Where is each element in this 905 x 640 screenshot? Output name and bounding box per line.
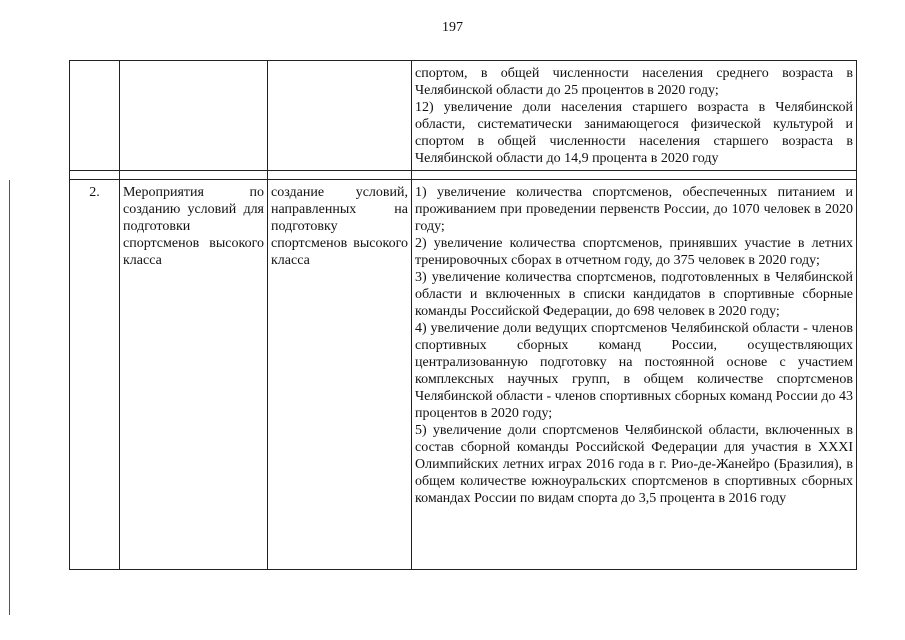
row-number-cell: 2. bbox=[70, 180, 120, 570]
page-number: 197 bbox=[442, 20, 463, 35]
indicator-item: 3) увеличение количества спортсменов, подготовленных в Челябинской области и включенных в списки кандидатов в спортивные сборные команды Российской Федерации, до 698 человек в 2020 году; bbox=[415, 270, 853, 319]
indicator-item: 12) увеличение доли населения старшего возраста в Челябинской области, систематически занимающегося физической культурой и спортом в общей численности населения старшего возраста в Челябинской области до 14,9 процента в 2020 году bbox=[415, 100, 853, 166]
spacer-cell bbox=[268, 171, 412, 180]
spacer-cell bbox=[120, 171, 268, 180]
direction-cell: создание условий, направленных на подготовку спортсменов высокого класса bbox=[268, 180, 412, 570]
indicator-item: 2) увеличение количества спортсменов, принявших участие в летних тренировочных сборах в отчетном году, до 375 человек в 2020 году; bbox=[415, 236, 853, 268]
program-table bbox=[69, 60, 857, 570]
indicator-item: спортом, в общей численности населения среднего возраста в Челябинской области до 25 процентов в 2020 году; bbox=[415, 66, 853, 98]
direction-cell bbox=[268, 61, 412, 171]
indicator-item: 5) увеличение доли спортсменов Челябинской области, включенных в состав сборной команды Российской Федерации для участия в XXXI Олимпийских летних играх 2016 года в г. Рио-де-Жанейро (Бразилия), в общем количестве южноуральских спортсменов в спортивных сборных командах России по видам спорта до 3,5 процента в 2016 году bbox=[415, 423, 853, 506]
table-row-spacer bbox=[70, 171, 857, 180]
spacer-cell bbox=[412, 171, 857, 180]
indicator-item: 1) увеличение количества спортсменов, обеспеченных питанием и проживанием при проведении первенств России, до 1070 человек в 2020 году; bbox=[415, 185, 853, 234]
row-number-cell bbox=[70, 61, 120, 171]
scan-edge-line bbox=[9, 180, 10, 615]
spacer-cell bbox=[70, 171, 120, 180]
event-cell bbox=[120, 61, 268, 171]
indicators-cell bbox=[412, 61, 857, 171]
indicators-cell bbox=[412, 180, 857, 570]
table-row-continuation bbox=[70, 61, 857, 171]
table-row-measure-2 bbox=[70, 180, 857, 570]
indicator-item: 4) увеличение доли ведущих спортсменов Челябинской области - членов спортивных сборных команд России, осуществляющих централизованную подготовку на постоянной основе с участием комплексных научных групп, в общем количестве спортсменов Челябинской области - членов спортивных сборных команд России до 43 процентов в 2020 году; bbox=[415, 321, 853, 421]
event-cell: Мероприятия по созданию условий для подготовки спортсменов высокого класса bbox=[120, 180, 268, 570]
